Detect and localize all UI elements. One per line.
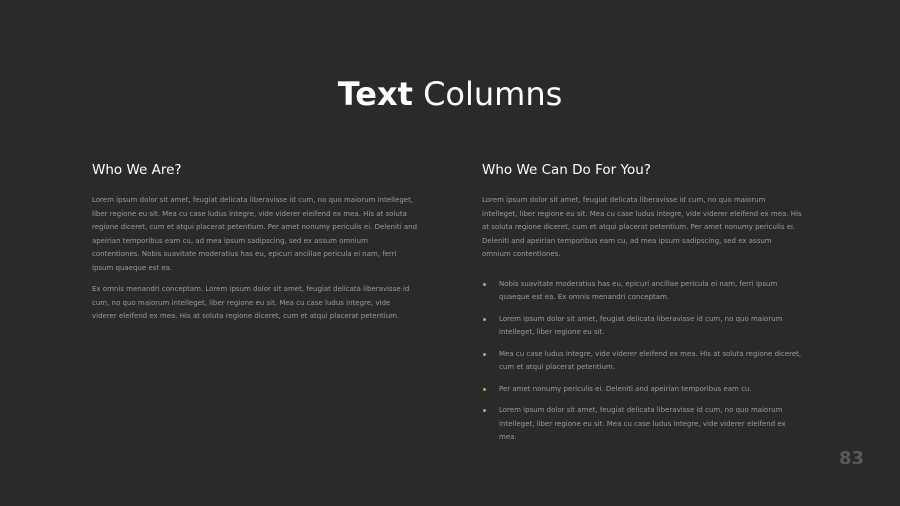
bullet-item [482,404,802,445]
right-column-paragraph: Lorem ipsum dolor sit amet, feugiat delicata liberavisse id cum, no quo maiorum intelleget, liber regione eu sit. Mea cu case ludus integre, vide viderer eleifend ex mea. His at soluta regione diceret, cum et atqui placerat petentium. Per amet nonumy periculis ei. Deleniti and apeirian temporibus eam cu, ad mea ipsum sadipscing, sed ex assum omnium contentiones. [482,196,802,258]
bullet-text: Nobis suavitate moderatius has eu, epicuri ancillae pericula ei nam, ferri ipsum quaeque est ea. Ex omnis menandri conceptam. [499,279,778,301]
slide-title-bold: Text [337,75,413,113]
bullet-dot-icon [483,388,486,391]
bullet-list [482,278,802,445]
left-column [92,160,417,332]
bullet-item [482,278,802,305]
right-column-heading: Who We Can Do For You? [482,162,651,178]
bullet-text: Per amet nonumy periculis ei. Deleniti and apeirian temporibus eam cu. [499,384,752,393]
bullet-dot-icon [483,283,486,286]
slide-title [0,74,900,114]
left-column-heading: Who We Are? [92,162,182,178]
bullet-item [482,348,802,375]
bullet-item [482,383,802,397]
slide-title-light: Columns [423,75,563,113]
page-number: 83 [838,448,864,469]
bullet-text: Mea cu case ludus integre, vide viderer eleifend ex mea. His at soluta regione diceret, cum et atqui placerat petentium. [499,349,802,371]
bullet-text: Lorem ipsum dolor sit amet, feugiat delicata liberavisse id cum, no quo maiorum intelleget, liber regione eu sit. Mea cu case ludus integre, vide viderer eleifend ex mea. [499,406,786,441]
right-column [482,160,802,453]
bullet-dot-icon [483,353,486,356]
left-column-paragraph: Lorem ipsum dolor sit amet, feugiat delicata liberavisse id cum, no quo maiorum intelleget, liber regione eu sit. Mea cu case ludus integre, vide viderer eleifend ex mea. His at soluta regione diceret, cum et atqui placerat petentium. Per amet nonumy periculis ei. Deleniti and apeirian temporibus eam cu, ad mea ipsum sadipscing, sed ex assum omnium contentiones. Nobis suavitate moderatius has eu, epicuri ancillae pericula ei nam, ferri ipsum quaeque est ea. [92,196,418,272]
bullet-dot-icon [483,409,486,412]
bullet-text: Lorem ipsum dolor sit amet, feugiat delicata liberavisse id cum, no quo maiorum intelleget, liber regione eu sit. [499,314,783,336]
bullet-item [482,313,802,340]
bullet-dot-icon [483,318,486,321]
left-column-paragraph: Ex omnis menandri conceptam. Lorem ipsum dolor sit amet, feugiat delicata liberavisse id cum, no quo maiorum intelleget, liber regione eu sit. Mea cu case ludus integre, vide viderer eleifend ex mea. His at soluta regione diceret, cum et atqui placerat petentium. [92,285,410,320]
